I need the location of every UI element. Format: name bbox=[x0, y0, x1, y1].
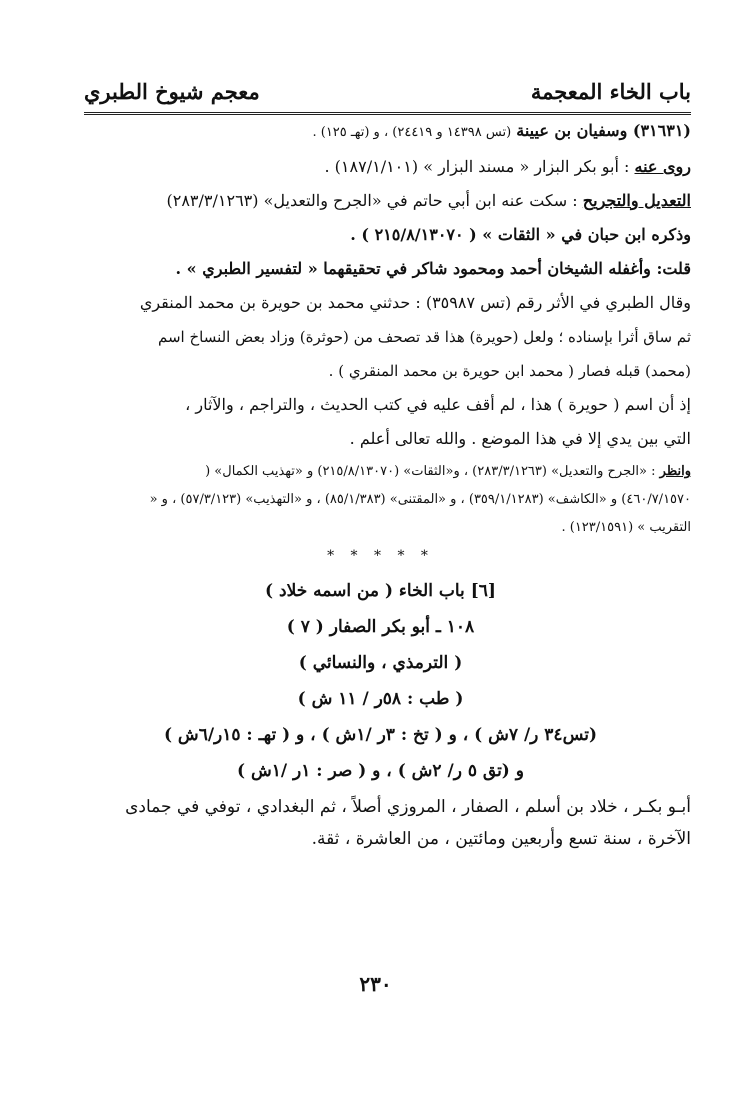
running-header bbox=[84, 70, 691, 115]
paragraph-line: (محمد) قبله فصار ( محمد ابن حويرة بن محمد المنقري ) . bbox=[328, 362, 691, 380]
unzur-label: وانظر bbox=[659, 464, 691, 479]
page-number: ٢٣٠ bbox=[359, 972, 392, 996]
paragraph-line: التي بين يدي إلا في هذا الموضع . والله تعالى أعلم . bbox=[349, 429, 691, 448]
entry-tab-ref: ( طب : ٥٨ر / ١١ ش ) bbox=[297, 689, 464, 709]
section-separator: * * * * * bbox=[327, 548, 434, 564]
rawa-label: روى عنه bbox=[634, 157, 691, 176]
section-heading: [٦] باب الخاء ( من اسمه خلاد ) bbox=[265, 581, 496, 601]
header-chapter-title: باب الخاء المعجمة bbox=[530, 78, 691, 104]
entry-heading: ١٠٨ ـ أبو بكر الصفار ( ٧ ) bbox=[286, 617, 475, 637]
paragraph-line: وقال الطبري في الأثر رقم (تس ٣٥٩٨٧) : حدثني محمد بن حويرة بن محمد المنقري bbox=[139, 293, 691, 312]
entry-refs-line: (تس٣٤ ر/ ٧ش ) ، و ( تخ : ٣ر /١ش ) ، و ( تهـ : ١٥ر/٦ش ) bbox=[163, 725, 598, 745]
header-book-title: معجم شيوخ الطبري bbox=[84, 78, 260, 104]
tadil-text: : سكت عنه ابن أبي حاتم في «الجرح والتعديل» (٢٨٣/٣/١٢٦٣) bbox=[166, 191, 583, 210]
bio-line: أبـو بكـر ، خلاد بن أسلم ، الصفار ، المروزي أصلاً ، ثم البغدادي ، توفي في جمادى bbox=[125, 797, 691, 817]
tadil-line bbox=[70, 190, 691, 212]
paragraph-line: وذكره ابن حبان في « الثقات » ( ٢١٥/٨/١٣٠٧٠ ) . bbox=[350, 225, 691, 244]
entry-sources: ( الترمذي ، والنسائي ) bbox=[298, 653, 463, 673]
entry-refs-line: و (تق ٥ ر/ ٢ش ) ، و ( صر : ١ر /١ش ) bbox=[237, 761, 524, 781]
top-citation-line bbox=[70, 120, 691, 144]
paragraph-line: قلت: وأغفله الشيخان أحمد ومحمود شاكر في تحقيقهما « لتفسير الطبري » . bbox=[175, 259, 691, 278]
paragraph-line: إذ أن اسم ( حويرة ) هذا ، لم أقف عليه في كتب الحديث ، والتراجم ، والآثار ، bbox=[185, 395, 691, 414]
unzur-line: ٤٦٠/٧/١٥٧٠) و «الكاشف» (٣٥٩/١/١٢٨٣) ، و «المقتنى» (٨٥/١/٣٨٣) ، و «التهذيب» (٥٧/٣/١٢٣) ، و « bbox=[149, 492, 691, 507]
paragraph-line: ثم ساق أثرا بإسناده ؛ ولعل (حويرة) هذا قد تصحف من (حوثرة) وزاد بعض النساخ اسم bbox=[157, 328, 691, 346]
rawa-line bbox=[70, 156, 691, 178]
unzur-text: : «الجرح والتعديل» (٢٨٣/٣/١٢٦٣) ، و«الثقات» (٢١٥/٨/١٣٠٧٠) و «تهذيب الكمال» ( bbox=[205, 464, 660, 479]
top-line-refs: (تس ١٤٣٩٨ و ٢٤٤١٩) ، و (تهـ ١٢٥) . bbox=[312, 125, 512, 140]
top-line-main: (٣١٦٣١) وسفيان بن عيينة bbox=[516, 121, 691, 140]
page-body bbox=[70, 120, 691, 862]
rawa-text: : أبو بكر البزار « مسند البزار » (١٨٧/١/١٠١) . bbox=[324, 157, 635, 176]
unzur-line: التقريب » (١٢٣/١٥٩١) . bbox=[561, 520, 691, 535]
bio-line: الآخرة ، سنة تسع وأربعين ومائتين ، من العاشرة ، ثقة. bbox=[311, 829, 691, 849]
tadil-label: التعديل والتجريح bbox=[582, 191, 691, 210]
unzur-line bbox=[70, 462, 691, 482]
